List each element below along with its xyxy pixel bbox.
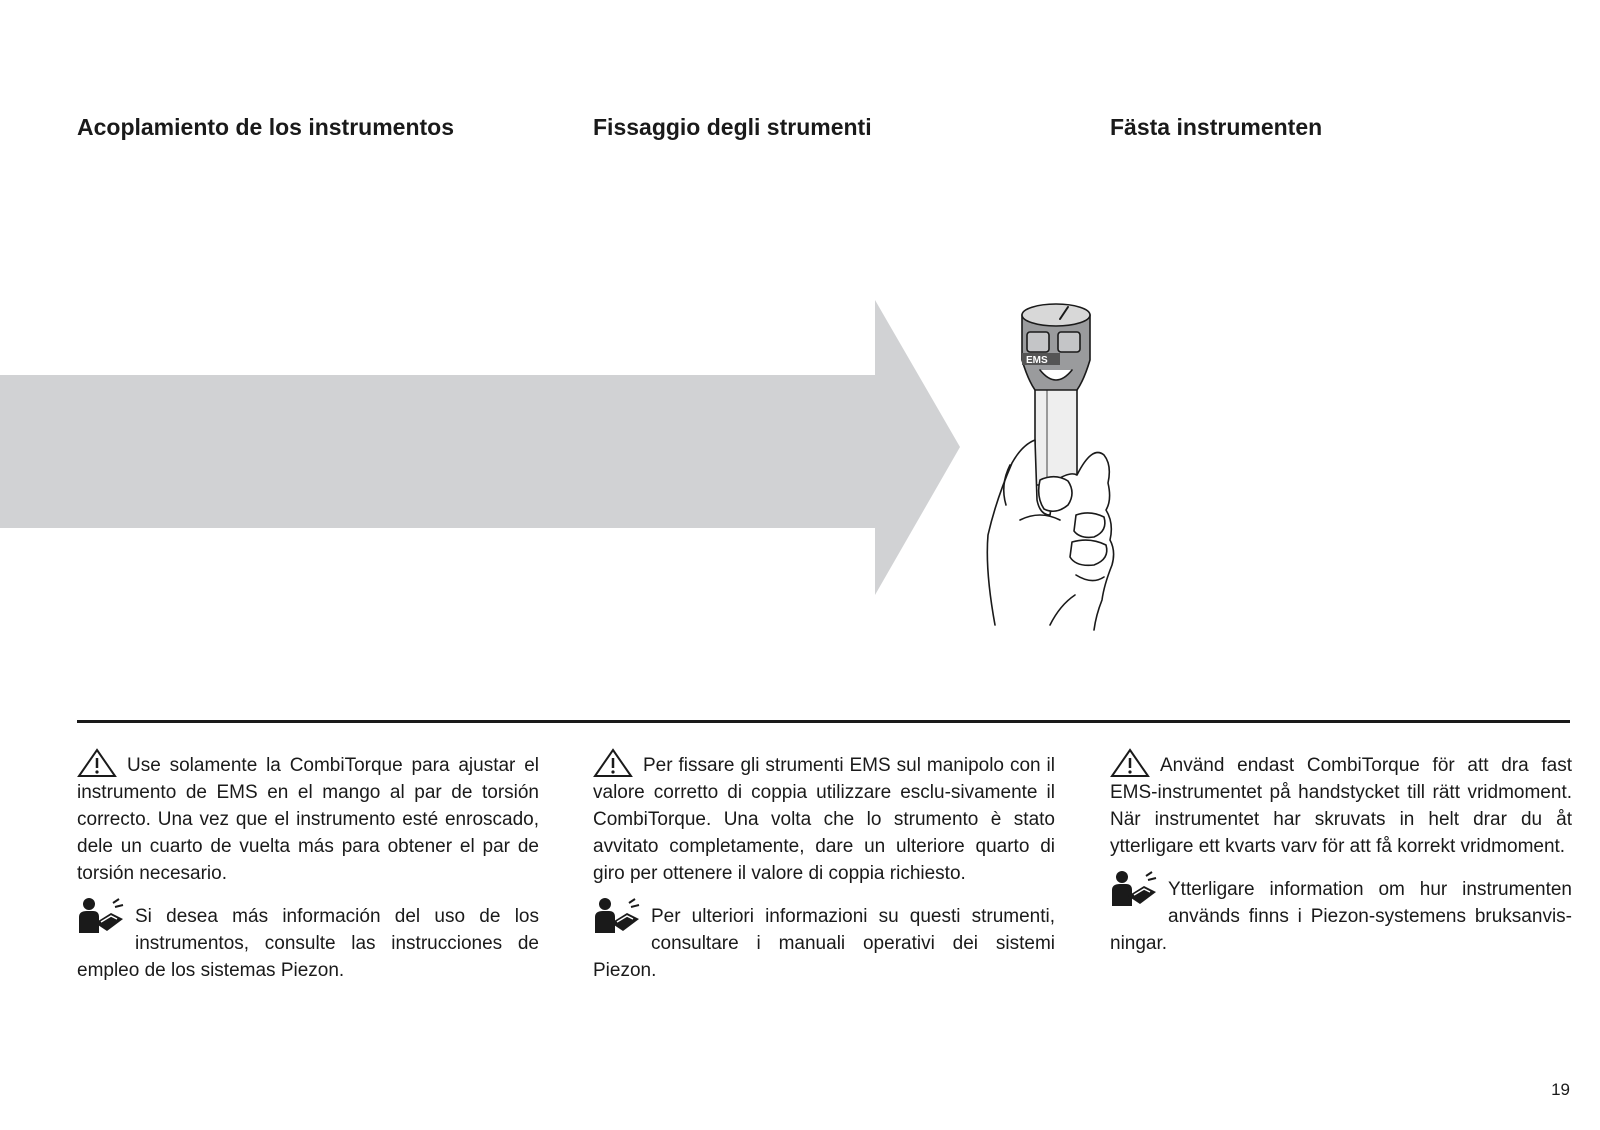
column-swedish — [1110, 752, 1572, 973]
read-manual-icon — [593, 897, 641, 935]
heading-spanish: Acoplamiento de los instrumentos — [77, 114, 454, 140]
warning-paragraph — [593, 752, 1055, 887]
warning-triangle-icon — [77, 748, 117, 778]
read-manual-icon — [1110, 870, 1158, 908]
info-paragraph — [1110, 876, 1572, 957]
page-number: 19 — [1551, 1080, 1570, 1099]
heading-italian: Fissaggio degli strumenti — [593, 114, 872, 140]
warning-paragraph — [77, 752, 539, 887]
info-text: Per ulteriori informazioni su questi strumenti, consultare i manuali operativi dei sistemi Piezon. — [593, 906, 1055, 981]
ems-logo: EMS — [1026, 355, 1048, 366]
info-paragraph — [77, 903, 539, 984]
direction-arrow — [0, 300, 960, 595]
info-text: Si desea más información del uso de los instrumentos, consulte las instrucciones de empleo de los sistemas Piezon. — [77, 906, 539, 981]
info-text: Ytterligare information om hur instrumenten används finns i Piezon-systemens bruksanvis-ningar. — [1110, 879, 1572, 954]
read-manual-icon — [77, 897, 125, 935]
warning-text: Per fissare gli strumenti EMS sul manipolo con il valore corretto di coppia utilizzare esclu-sivamente il CombiTorque. Una volta che lo strumento è stato avvitato completamente, dare un ulteriore quarto di giro per ottenere il valore di coppia richiesto. — [593, 755, 1055, 884]
warning-paragraph — [1110, 752, 1572, 860]
warning-text: Use solamente la CombiTorque para ajustar el instrumento de EMS en el mango al par de torsión correcto. Una vez que el instrumento esté enroscado, dele un cuarto de vuelta más para obtener el par de torsión necesario. — [77, 755, 539, 884]
warning-triangle-icon — [593, 748, 633, 778]
column-italian — [593, 752, 1055, 1000]
info-paragraph — [593, 903, 1055, 984]
warning-triangle-icon — [1110, 748, 1150, 778]
column-spanish — [77, 752, 539, 1000]
section-divider — [77, 720, 1570, 723]
warning-text: Använd endast CombiTorque för att dra fast EMS-instrumentet på handstycket till rätt vridmoment. När instrumentet har skruvats in helt drar du åt ytterligare ett kvarts varv för att få korrekt vridmoment. — [1110, 755, 1572, 857]
combitorque-illustration — [0, 295, 1130, 635]
heading-swedish: Fästa instrumenten — [1110, 114, 1323, 140]
hand-holding-tool — [987, 304, 1113, 630]
